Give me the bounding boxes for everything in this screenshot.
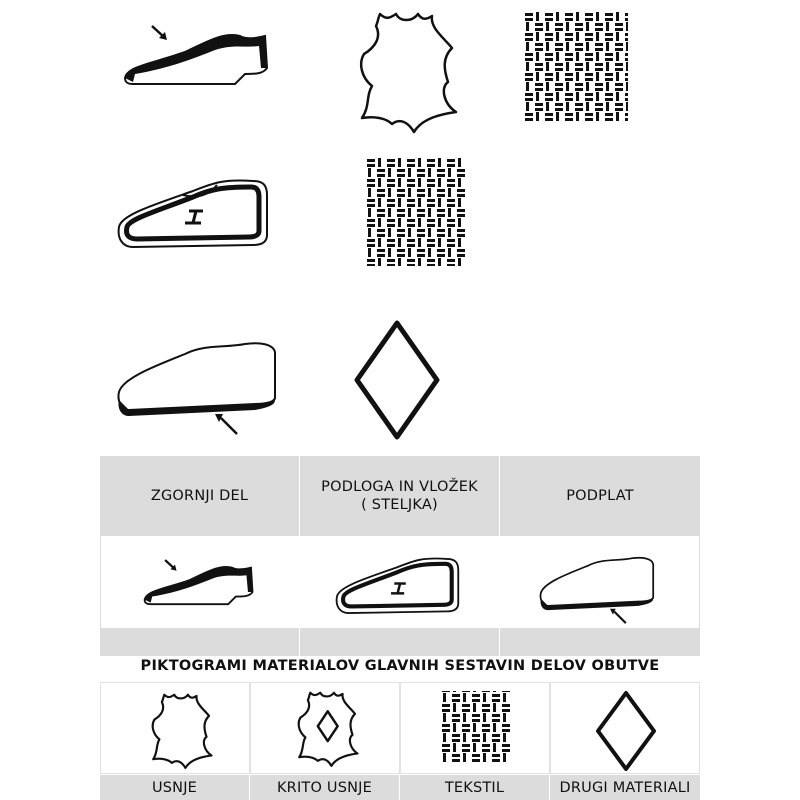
material-cell-leather	[100, 682, 250, 774]
parts-header-upper	[100, 458, 299, 534]
material-label-textile: TEKSTIL	[400, 775, 549, 800]
materials-title: PIKTOGRAMI MATERIALOV GLAVNIH SESTAVIN DELOV OBUTVE	[140, 658, 660, 674]
parts-header-lining	[300, 458, 499, 534]
other-materials-diamond-icon	[551, 683, 699, 773]
shoe-sole-icon	[115, 338, 280, 438]
material-label-other: DRUGI MATERIALI	[550, 775, 700, 800]
textile-weave-icon	[524, 12, 628, 122]
shoe-lining-insole-icon	[113, 175, 273, 255]
parts-cell-lining	[300, 536, 499, 628]
shoe-upper-icon	[101, 536, 299, 628]
material-label-leather: USNJE	[100, 775, 249, 800]
parts-header-upper-label: ZGORNJI DEL	[150, 488, 249, 504]
parts-cell-sole	[500, 536, 699, 628]
material-cell-textile	[400, 682, 550, 774]
shoe-sole-icon	[500, 536, 699, 628]
leather-hide-icon	[352, 8, 462, 138]
coated-leather-icon	[251, 683, 399, 773]
other-materials-diamond-icon	[352, 318, 442, 442]
textile-weave-icon	[366, 158, 466, 266]
parts-cell-upper	[101, 536, 299, 628]
parts-header-sole-label: PODPLAT	[566, 488, 634, 504]
leather-hide-icon	[101, 683, 249, 773]
material-cell-other	[550, 682, 700, 774]
shoe-lining-insole-icon	[300, 536, 499, 628]
material-label-coated-leather: KRITO USNJE	[250, 775, 399, 800]
shoe-upper-icon	[115, 18, 275, 93]
parts-header-lining-label: PODLOGA IN VLOŽEK ( STELJKA)	[321, 479, 478, 513]
textile-weave-icon	[401, 683, 549, 773]
material-cell-coated-leather	[250, 682, 400, 774]
parts-header-sole	[500, 458, 700, 534]
